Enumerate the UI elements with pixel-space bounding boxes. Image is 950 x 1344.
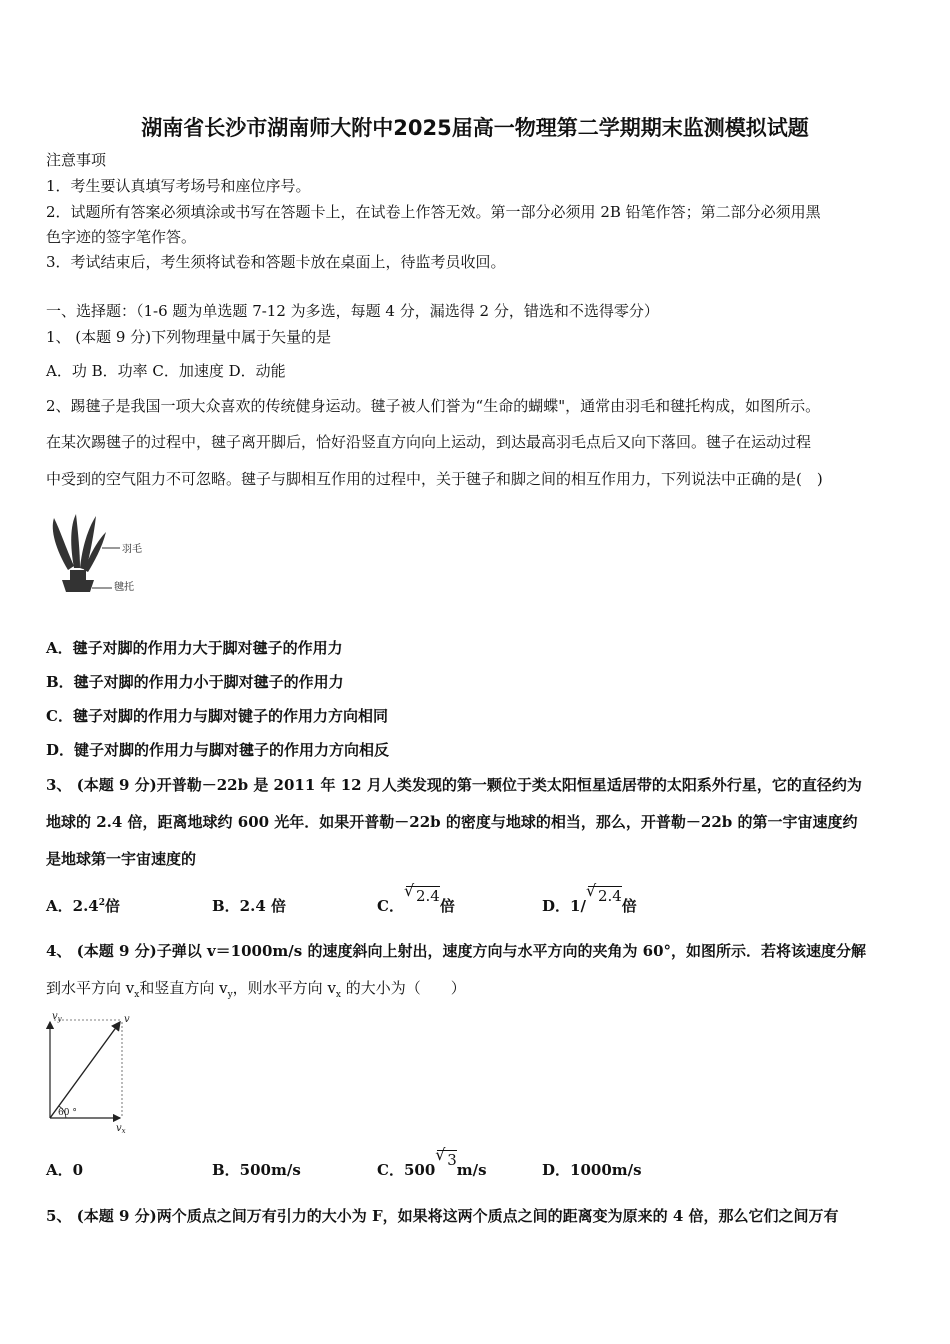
notice-item: 1．考生要认真填写考场号和座位序号。 xyxy=(46,177,311,195)
figure-label-angle: 60 ° xyxy=(58,1108,77,1118)
question-2-option-b: B．毽子对脚的作用力小于脚对毽子的作用力 xyxy=(46,673,344,691)
question-3-stem: 是地球第一宇宙速度的 xyxy=(46,850,197,868)
shuttlecock-figure xyxy=(46,510,156,602)
question-1-stem: 1、 (本题 9 分)下列物理量中属于矢量的是 xyxy=(46,328,332,346)
question-4-stem: 到水平方向 $v_x$和竖直方向 $v_y$，则水平方向 $v_x$ 的大小为（ ） xyxy=(46,979,466,1000)
question-4-option-c: C．500√ 3m/s xyxy=(377,1159,487,1180)
notice-heading: 注意事项 xyxy=(46,151,107,169)
page-title: 湖南省长沙市湖南师大附中2025届高一物理第二学期期末监测模拟试题 xyxy=(141,116,809,140)
question-2-stem: 2、踢毽子是我国一项大众喜欢的传统健身运动。毽子被人们誉为“生命的蝴蝶"，通常由羽毛和毽托构成，如图所示。 xyxy=(46,397,821,415)
question-2-option-c: C．毽子对脚的作用力与脚对键子的作用力方向相同 xyxy=(46,707,388,725)
notice-item: 3．考试结束后，考生须将试卷和答题卡放在桌面上，待监考员收回。 xyxy=(46,253,506,271)
figure-label-v: v xyxy=(124,1014,130,1025)
question-4-option-a: A．0 xyxy=(46,1161,84,1179)
section-heading: 一、选择题：（1-6 题为单选题 7-12 为多选，每题 4 分，漏选得 2 分，错选和不选得零分） xyxy=(46,302,659,320)
question-3-option-b: B．2.4 倍 xyxy=(212,897,286,915)
notice-item: 2．试题所有答案必须填涂或书写在答题卡上，在试卷上作答无效。第一部分必须用 2B 铅笔作答；第二部分必须用黑 xyxy=(46,203,821,221)
question-2-stem: 在某次踢毽子的过程中，毽子离开脚后，恰好沿竖直方向向上运动，到达最高羽毛点后又向下落回。毽子在运动过程 xyxy=(46,433,812,451)
velocity-decomposition-figure xyxy=(44,1010,144,1135)
question-5-stem: 5、 (本题 9 分)两个质点之间万有引力的大小为 F，如果将这两个质点之间的距离变为原来的 4 倍，那么它们之间万有 xyxy=(46,1207,839,1225)
question-2-option-a: A．毽子对脚的作用力大于脚对毽子的作用力 xyxy=(46,639,343,657)
figure-label-vx: $v_x$ xyxy=(116,1123,126,1135)
question-1-options: A．功 B．功率 C．加速度 D．动能 xyxy=(46,362,286,380)
figure-label-vy: $v_y$ xyxy=(52,1011,62,1023)
question-3-option-c: C．√ 2.4倍 xyxy=(377,895,455,916)
question-4-option-b: B．500m/s xyxy=(212,1161,301,1179)
question-3-option-a: A．$2.4^2$倍 xyxy=(46,897,121,915)
question-3-stem: 3、 (本题 9 分)开普勒－22b 是 2011 年 12 月人类发现的第一颗位于类太阳恒星适居带的太阳系外行星，它的直径约为 xyxy=(46,776,862,794)
notice-item: 色字迹的签字笔作答。 xyxy=(46,228,197,246)
figure-label-base: 毽托 xyxy=(114,582,134,593)
question-3-option-d: D．1/√ 2.4倍 xyxy=(542,895,637,916)
question-3-stem: 地球的 2.4 倍，距离地球约 600 光年．如果开普勒－22b 的密度与地球的相当，那么，开普勒－22b 的第一宇宙速度约 xyxy=(46,813,858,831)
question-2-stem: 中受到的空气阻力不可忽略。毽子与脚相互作用的过程中，关于毽子和脚之间的相互作用力，下列说法中正确的是( ) xyxy=(46,470,823,488)
figure-label-feather: 羽毛 xyxy=(122,544,142,555)
question-4-stem: 4、 (本题 9 分)子弹以 v＝1000m/s 的速度斜向上射出，速度方向与水平方向的夹角为 60°，如图所示．若将该速度分解 xyxy=(46,942,867,960)
question-4-option-d: D．1000m/s xyxy=(542,1161,642,1179)
question-2-option-d: D．键子对脚的作用力与脚对毽子的作用力方向相反 xyxy=(46,741,390,759)
